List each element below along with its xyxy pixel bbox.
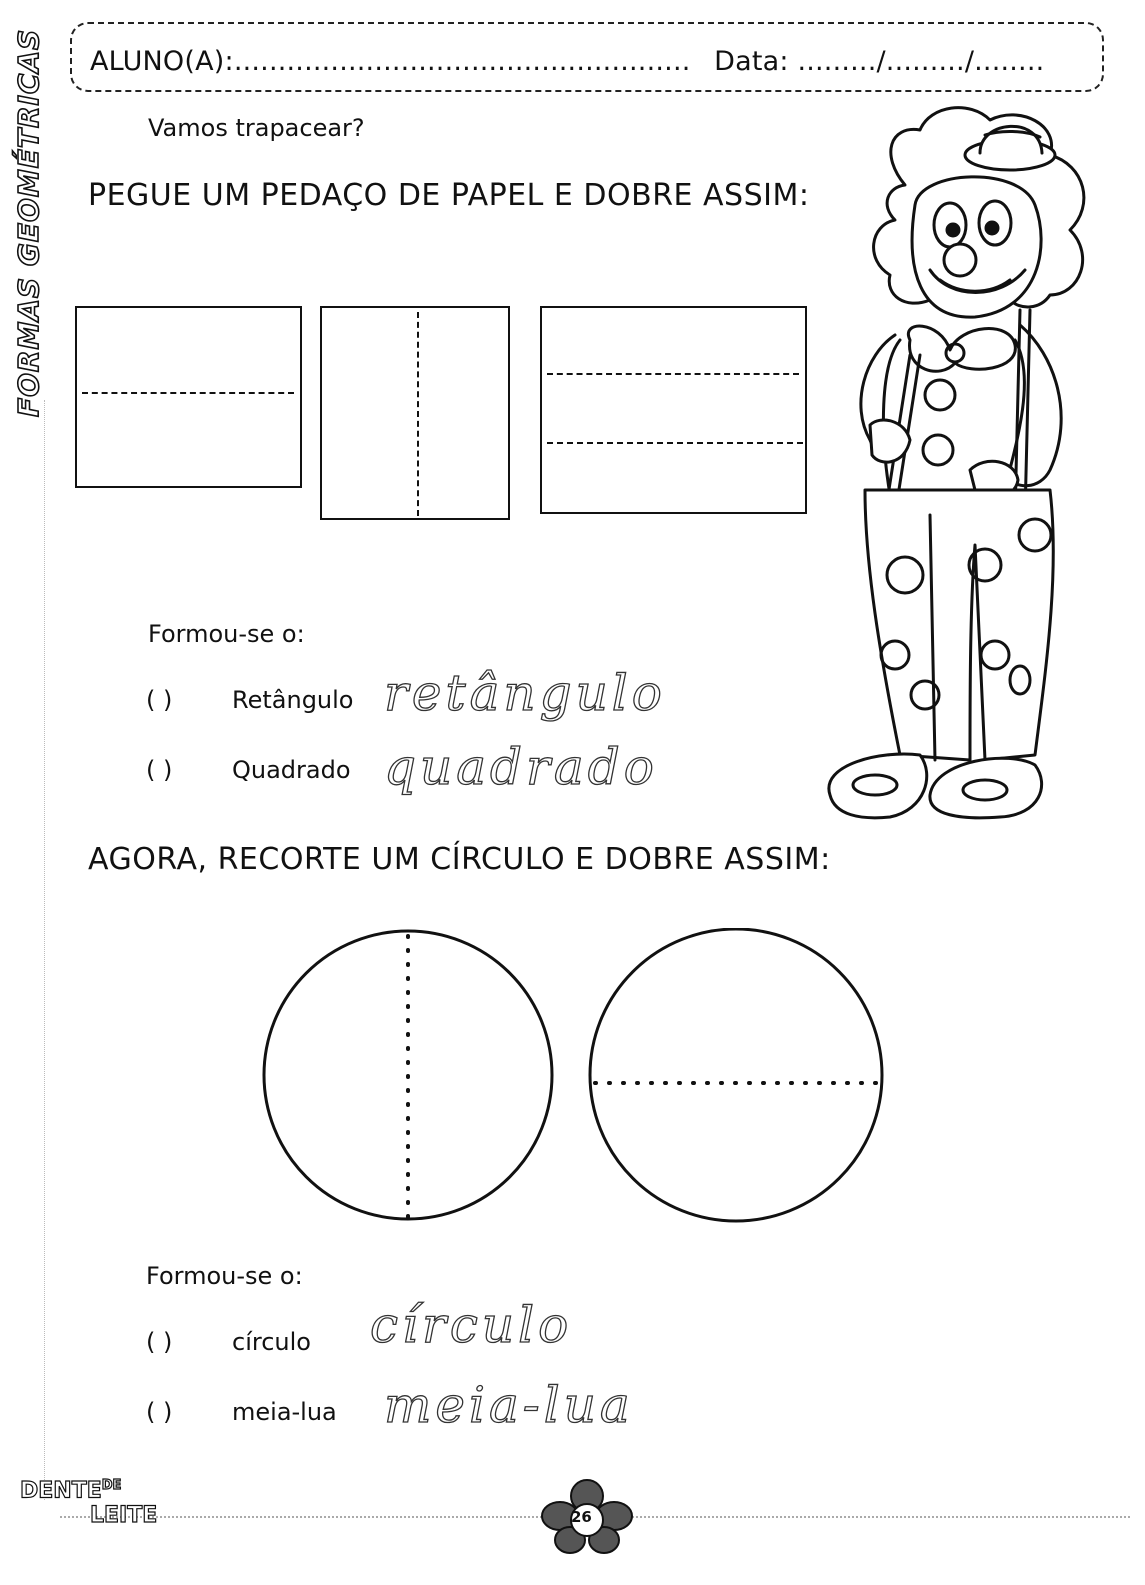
clown-illustration: [810, 95, 1110, 835]
fold-line: [547, 442, 803, 444]
section1-instruction: PEGUE UM PEDAÇO DE PAPEL E DOBRE ASSIM:: [88, 178, 810, 213]
paper-rectangle-horizontal-fold: [75, 306, 302, 488]
folded-circles: [258, 928, 898, 1228]
option-label-circulo: círculo: [232, 1328, 311, 1356]
logo-word-small: DE: [101, 1478, 122, 1493]
fold-line: [547, 373, 799, 375]
fold-line: [417, 312, 419, 516]
date-field[interactable]: Data: ........./........./........: [714, 46, 1045, 77]
fold-line: [82, 392, 294, 394]
circle-horizontal-fold: [590, 929, 882, 1221]
left-margin-rule: [44, 400, 45, 1500]
option-label-retangulo: Retângulo: [232, 686, 354, 714]
option-checkbox-retangulo[interactable]: ( ): [146, 686, 173, 714]
side-section-label: FORMAS GEOMÉTRICAS: [12, 28, 45, 417]
logo-word-2: LEITE: [90, 1503, 158, 1529]
cursive-tracing-retangulo: retângulo: [384, 664, 666, 722]
paper-rectangle-vertical-fold: [320, 306, 510, 520]
section2-prompt: Formou-se o:: [146, 1262, 303, 1290]
page-number: 26: [571, 1508, 592, 1526]
intro-text: Vamos trapacear?: [148, 114, 365, 142]
cursive-tracing-meia-lua: meia-lua: [384, 1376, 634, 1434]
student-name-field[interactable]: ALUNO(A):....................................................: [90, 46, 691, 77]
cursive-tracing-quadrado: quadrado: [384, 738, 658, 796]
option-label-quadrado: Quadrado: [232, 756, 351, 784]
header-fields: [90, 46, 1044, 77]
paper-rectangle-two-folds: [540, 306, 807, 514]
option-checkbox-meia-lua[interactable]: ( ): [146, 1398, 173, 1426]
section1-prompt: Formou-se o:: [148, 620, 305, 648]
publisher-logo: [20, 1478, 157, 1528]
option-label-meia-lua: meia-lua: [232, 1398, 337, 1426]
option-checkbox-circulo[interactable]: ( ): [146, 1328, 173, 1356]
logo-word-1: DENTE: [20, 1478, 102, 1504]
option-checkbox-quadrado[interactable]: ( ): [146, 756, 173, 784]
section2-instruction: AGORA, RECORTE UM CÍRCULO E DOBRE ASSIM:: [88, 842, 831, 877]
cursive-tracing-circulo: círculo: [370, 1296, 573, 1354]
